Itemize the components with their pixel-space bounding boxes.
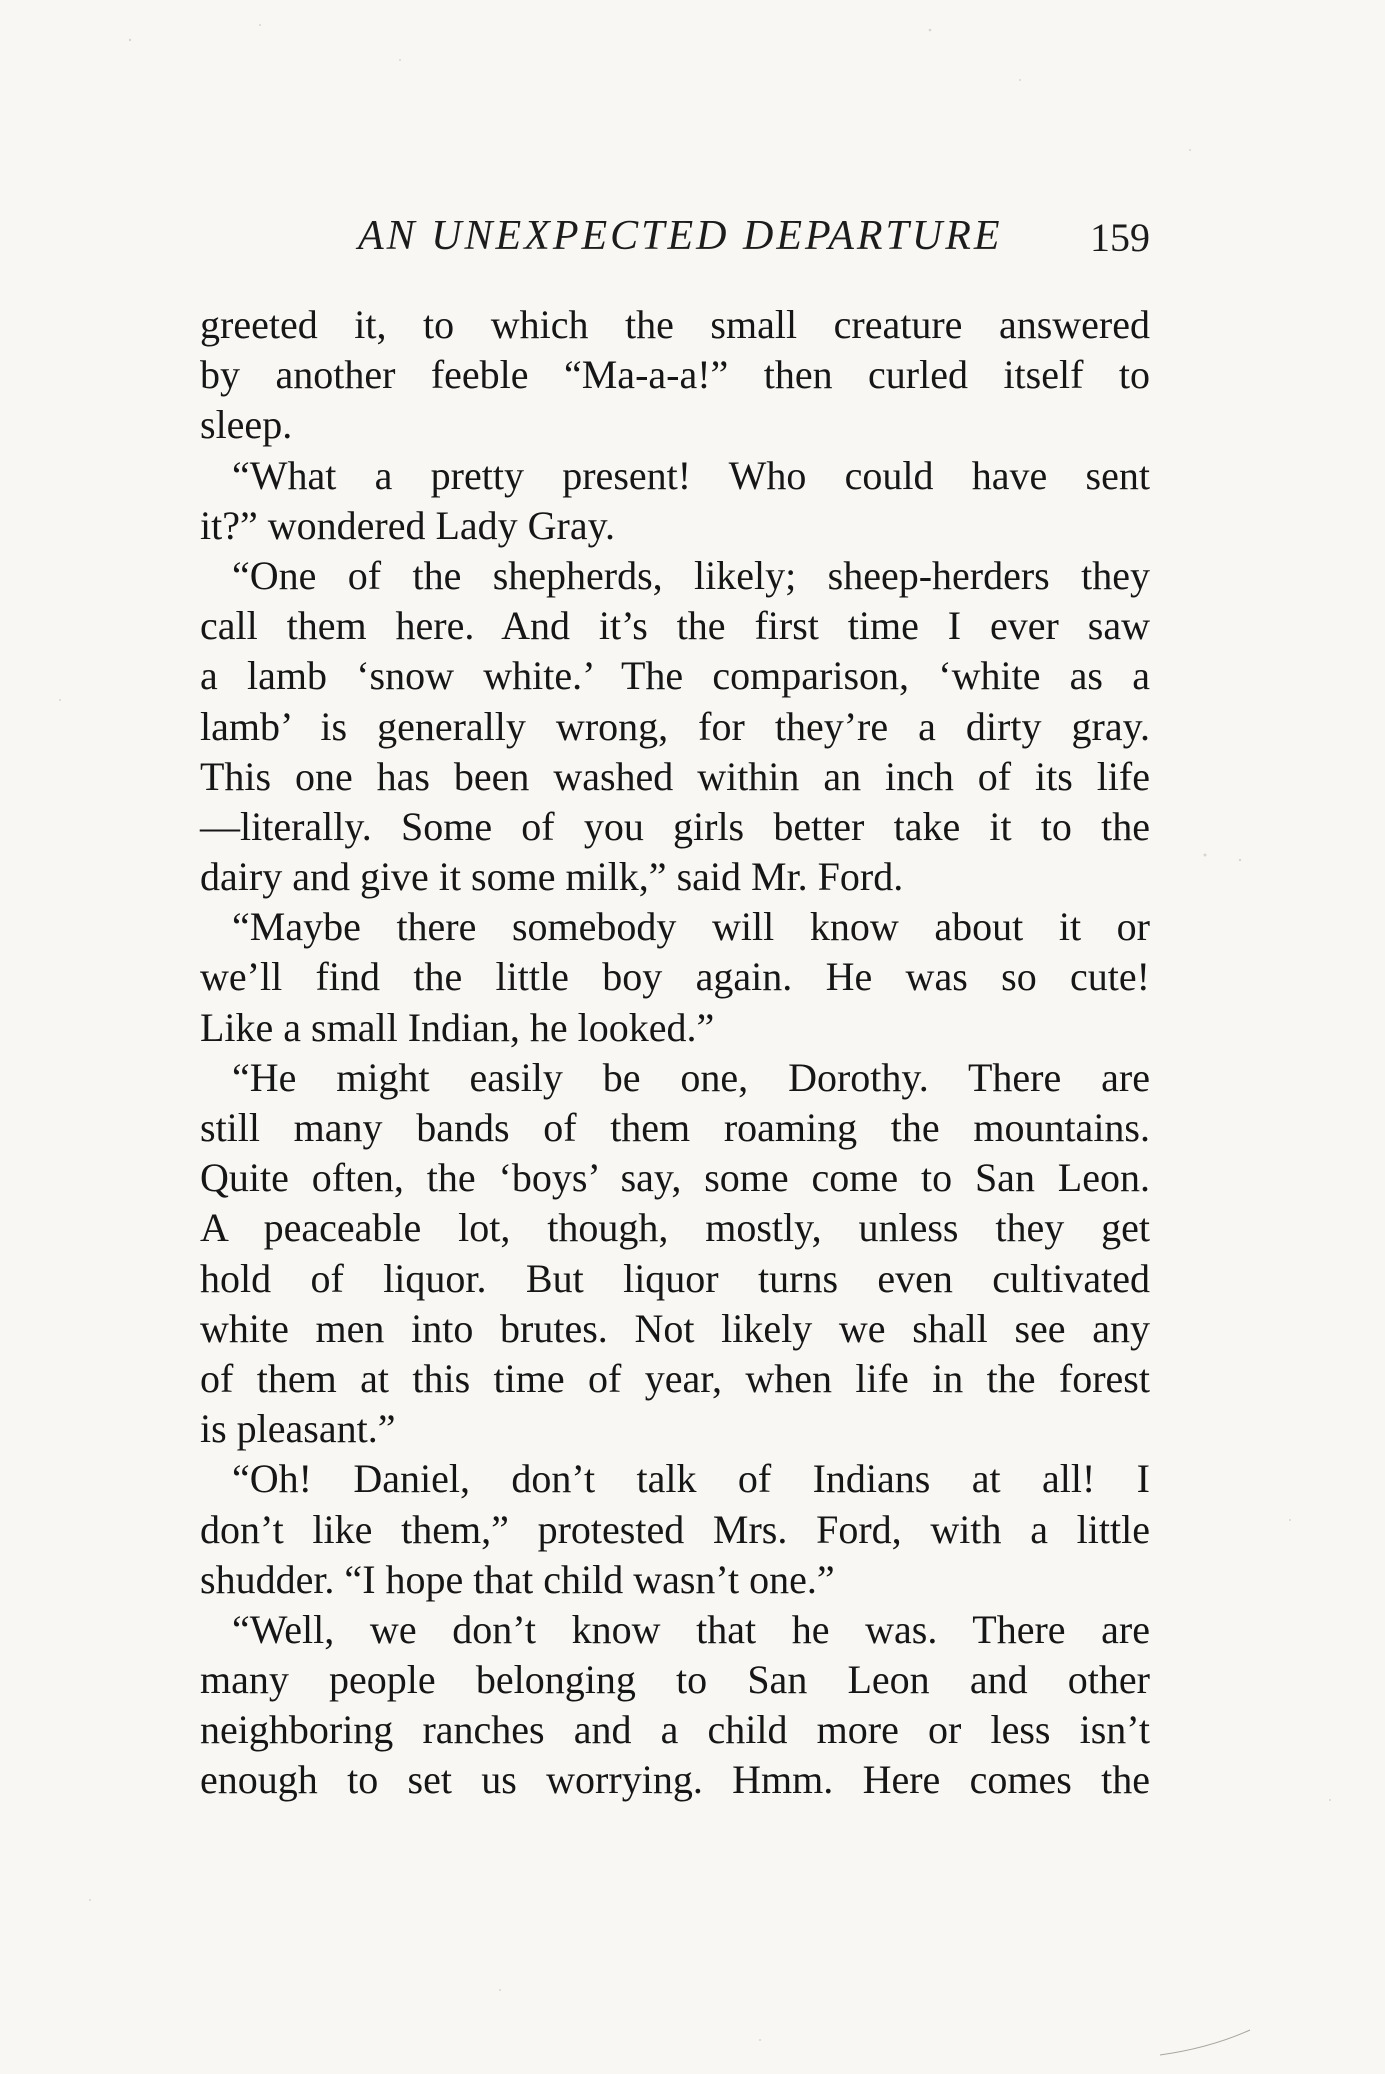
text-line: “Well, we don’t know that he was. There are	[232, 1606, 1150, 1652]
text-line: don’t like them,” protested Mrs. Ford, with a little	[200, 1506, 1150, 1552]
text-line: by another feeble “Ma-a-a!” then curled itself to	[200, 352, 1150, 398]
text-line: we’ll find the little boy again. He was so cute!	[200, 954, 1150, 1000]
page-number: 159	[1090, 215, 1150, 260]
text-line: is pleasant.”	[200, 1406, 396, 1452]
text-line: hold of liquor. But liquor turns even cultivated	[200, 1255, 1150, 1301]
text-line: “Maybe there somebody will know about it or	[232, 904, 1150, 950]
text-line: “One of the shepherds, likely; sheep-herders they	[232, 552, 1150, 598]
text-line: enough to set us worrying. Hmm. Here comes the	[200, 1757, 1150, 1803]
text-line: dairy and give it some milk,” said Mr. Ford.	[200, 854, 904, 900]
text-line: it?” wondered Lady Gray.	[200, 502, 615, 548]
text-line: greeted it, to which the small creature answered	[200, 302, 1150, 347]
text-line: A peaceable lot, though, mostly, unless they get	[200, 1205, 1150, 1251]
body-text	[200, 300, 1150, 1806]
text-line: “He might easily be one, Dorothy. There are	[232, 1054, 1150, 1100]
text-line: —literally. Some of you girls better take it to the	[200, 803, 1150, 849]
text-line: “Oh! Daniel, don’t talk of Indians at all! I	[232, 1456, 1150, 1502]
text-line: white men into brutes. Not likely we shall see any	[200, 1305, 1150, 1351]
text-line: call them here. And it’s the first time I ever saw	[200, 603, 1150, 649]
text-line: of them at this time of year, when life in the forest	[200, 1355, 1150, 1401]
text-line: lamb’ is generally wrong, for they’re a dirty gray.	[200, 703, 1150, 749]
page-header	[200, 212, 1160, 272]
running-head: AN UNEXPECTED DEPARTURE	[358, 213, 1003, 259]
text-line: still many bands of them roaming the mountains.	[200, 1105, 1150, 1150]
text-line: Like a small Indian, he looked.”	[200, 1004, 715, 1050]
text-line: “What a pretty present! Who could have sent	[232, 452, 1150, 498]
text-line: neighboring ranches and a child more or less isn’t	[200, 1707, 1150, 1753]
text-line: sleep.	[200, 402, 293, 448]
text-line: Quite often, the ‘boys’ say, some come to San Leon.	[200, 1155, 1150, 1201]
text-line: many people belonging to San Leon and other	[200, 1657, 1150, 1703]
text-line: a lamb ‘snow white.’ The comparison, ‘white as a	[200, 653, 1150, 699]
text-line: shudder. “I hope that child wasn’t one.”	[200, 1556, 835, 1602]
text-line: This one has been washed within an inch of its life	[200, 753, 1150, 799]
